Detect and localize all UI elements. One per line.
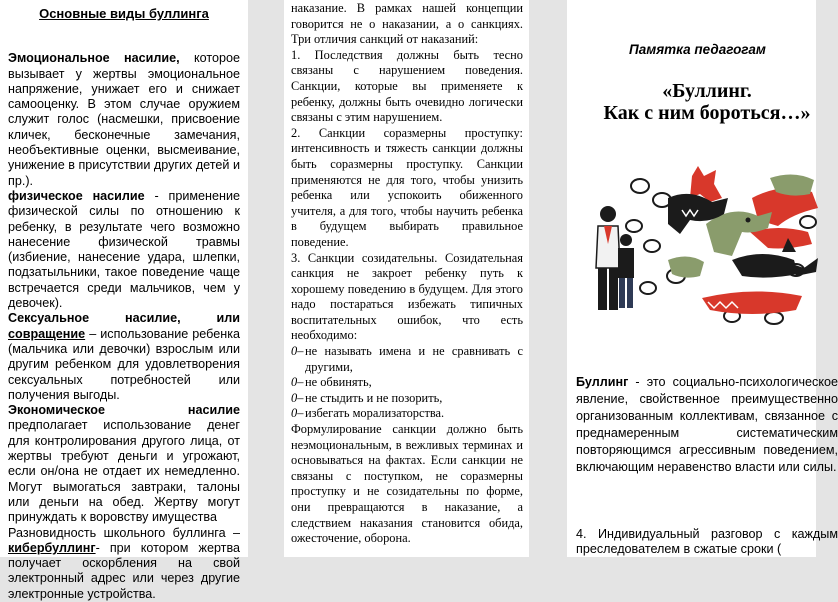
emotional-term: Эмоциональное насилие, — [8, 51, 180, 66]
list-item-text: не называть имена и не сравнивать с другими, — [305, 344, 523, 374]
sexual-term: Сексуальное насилие, или — [8, 311, 240, 326]
list-item — [291, 344, 523, 375]
closing-paragraph: Формулирование санкции должно быть неэмоциональным, в вежливых терминах и основываться на фактах. Если санкции не связаны с поступком, не соразмерны проступку и не созидательны по форме, они превращаются в наказание, а следствием наказания становится обида, ожесточение, оборона. — [291, 422, 523, 546]
physical-text: - применение физической силы по отношению к ребенку, в результате чего возможно нанесение физической травмы (избиение, нанесение удара, шлепки, подзатыльники, такое поведение чаще встречается среди мальчиков, чем у девочек). — [8, 188, 240, 311]
point-1: 1. Последствия должны быть тесно связаны с нарушением поведения. Санкции, которые вы применяете к ребенку, должны быть очевидно логически связаны с этим нарушением. — [291, 47, 523, 125]
list-item — [291, 391, 523, 407]
list-item-text: избегать морализаторства. — [305, 406, 445, 421]
title-line-1: «Буллинг. — [662, 80, 752, 102]
section-heading: Основные виды буллинга — [39, 6, 209, 21]
cyber-term: кибербуллинг — [8, 540, 96, 555]
economic-paragraph — [8, 403, 240, 525]
physical-term: физическое насилие — [8, 188, 145, 203]
point-2: 2. Санкции соразмерны проступку: интенсивность и тяжесть санкции должны быть соразмерны проступку. Санкции применяются не для того, чтобы унизить ребенка или успокоить обиженного учителя, а для того, чтобы научить ребенка в будущем выбирать правильное поведение. — [291, 125, 523, 249]
point-3: 3. Санкции созидательны. Созидательная санкция не закроет ребенку путь к хорошему поведению в будущем. Для этого надо постараться избежать типичных воспитательных ошибок, что есть необходимо: — [291, 250, 523, 343]
step-4-text: 4. Индивидуальный разговор с каждым преследователем в сжатые сроки ( — [576, 527, 838, 556]
definition-block — [576, 374, 838, 476]
bullet-marker: 0– — [291, 344, 304, 359]
sanctions-section — [291, 1, 523, 547]
bullet-marker: 0– — [291, 406, 304, 421]
list-item — [291, 406, 523, 422]
next-steps-block — [576, 527, 838, 557]
title-line-2: Как с ним бороться…» — [603, 102, 811, 124]
cyber-lead: Разновидность школьного буллинга – — [8, 525, 240, 540]
middle-panel — [284, 0, 529, 557]
emotional-paragraph — [8, 51, 240, 189]
list-item-text: не стыдить и не позорить, — [305, 390, 443, 405]
left-panel — [0, 0, 248, 601]
emotional-text: которое вызывает у жертвы эмоциональное напряжение, унижает его и снижает самооценку. В этом случае оружием служит голос (насмешки, присвоение кличек, бесконечные замечания, необъективные оценки, высмеивание, унижение в присутствии других детей и пр.). — [8, 51, 240, 188]
rules-list — [291, 344, 523, 422]
bullet-marker: 0– — [291, 375, 304, 390]
list-item-text: не обвинять, — [305, 375, 372, 390]
definition-term: Буллинг — [576, 375, 629, 389]
cyber-text: - при котором жертва получает оскорбления на свой электронный адрес или через другие электронные устройства. — [8, 540, 240, 601]
memo-subtitle: Памятка педагогам — [629, 42, 766, 57]
bullying-illustration — [582, 168, 818, 330]
economic-text: предполагает использование денег для контролирования другого лица, от жертвы требуют деньги и угрожают, если он/она не отдает их немедленно. Могут вымогаться завтраки, талоны или деньги на обед. Жертву могут принуждать к воровству имущества — [8, 418, 240, 525]
bullet-marker: 0– — [291, 390, 304, 405]
definition-text: - это социально-психологическое явление, свойственное преимущественно организованным коллективам, связанное с преднамеренным систематическим повторяющимся агрессивным поведением, включающим неравенство власти или силы. — [576, 375, 838, 474]
sexual-term-underlined: совращение — [8, 326, 86, 341]
sexual-text: – использование ребенка (мальчика или девочки) взрослым или другим ребенком для удовлетворения сексуальных потребностей или получения выгоды. — [8, 326, 240, 402]
cyber-paragraph — [8, 526, 240, 602]
bullying-types-section — [8, 6, 240, 602]
brochure-title — [587, 80, 827, 124]
physical-paragraph — [8, 189, 240, 311]
sexual-paragraph — [8, 311, 240, 403]
economic-term: Экономическое насилие — [8, 403, 240, 418]
intro-paragraph: наказание. В рамках нашей концепции говорится не о наказании, а о санкциях. Три отличия санкций от наказаний: — [291, 1, 523, 47]
list-item — [291, 375, 523, 391]
cover-panel — [567, 0, 838, 557]
